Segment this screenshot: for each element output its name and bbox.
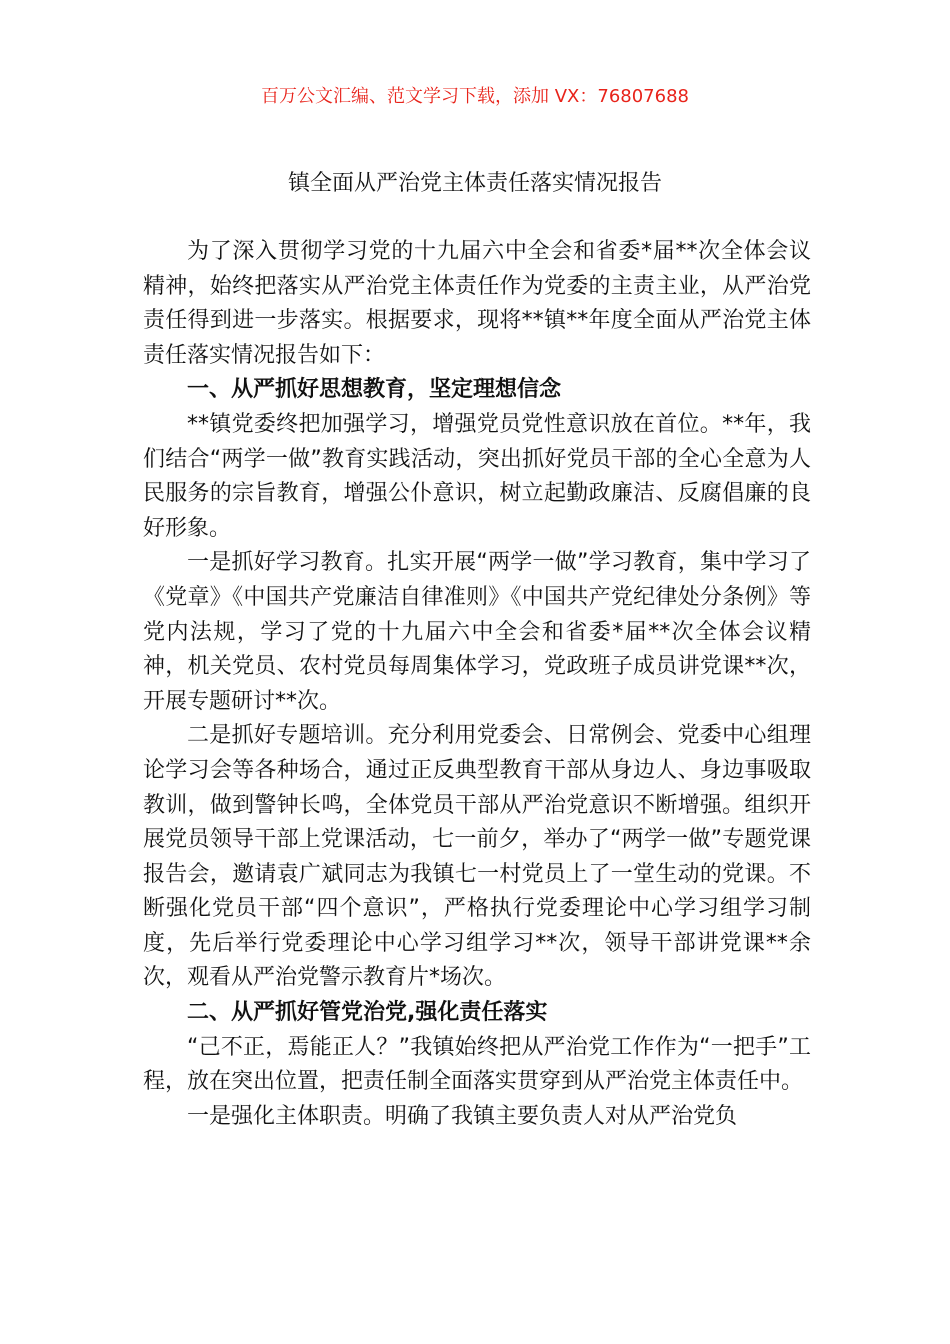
document-title: 镇全面从严治党主体责任落实情况报告 xyxy=(287,171,662,196)
section-heading-2: 二、从严抓好管党治党,强化责任落实 xyxy=(187,1000,548,1026)
section-1-paragraph-2: 一是抓好学习教育。扎实开展“两学一做”学习教育，集中学习了《党章》《中国共产党廉洁自律准则》《中国共产党纪律处分条例》等党内法规，学习了党的十九届六中全会和省委*届**次全体会议精神，机关党员、农村党员每周集体学习，党政班子成员讲党课**次，开展专题研讨**次。 xyxy=(143,550,811,714)
section-2-paragraph-1: “己不正，焉能正人？”我镇始终把从严治党工作作为“一把手”工程，放在突出位置，把责任制全面落实贯穿到从严治党主体责任中。 xyxy=(143,1034,811,1095)
section-heading-1: 一、从严抓好思想教育，坚定理想信念 xyxy=(187,377,562,403)
header-watermark-note: 百万公文汇编、范文学习下载，添加 VX：76807688 xyxy=(261,86,689,107)
section-1-paragraph-1: **镇党委终把加强学习，增强党员党性意识放在首位。**年，我们结合“两学一做”教育实践活动，突出抓好党员干部的全心全意为人民服务的宗旨教育，增强公仆意识，树立起勤政廉洁、反腐倡廉的良好形象。 xyxy=(143,411,811,541)
document-body xyxy=(143,235,811,1134)
section-2-paragraph-2: 一是强化主体职责。明确了我镇主要负责人对从严治党负 xyxy=(187,1103,738,1129)
section-1-paragraph-3: 二是抓好专题培训。充分利用党委会、日常例会、党委中心组理论学习会等各种场合，通过正反典型教育干部从身边人、身边事吸取教训，做到警钟长鸣，全体党员干部从严治党意识不断增强。组织开展党员领导干部上党课活动，七一前夕，举办了“两学一做”专题党课报告会，邀请袁广斌同志为我镇七一村党员上了一堂生动的党课。不断强化党员干部“四个意识”，严格执行党委理论中心学习组学习制度，先后举行党委理论中心学习组学习**次，领导干部讲党课**余次，观看从严治党警示教育片*场次。 xyxy=(143,723,811,991)
intro-paragraph: 为了深入贯彻学习党的十九届六中全会和省委*届**次全体会议精神，始终把落实从严治党主体责任作为党委的主责主业，从严治党责任得到进一步落实。根据要求，现将**镇**年度全面从严治党主体责任落实情况报告如下： xyxy=(143,239,811,368)
